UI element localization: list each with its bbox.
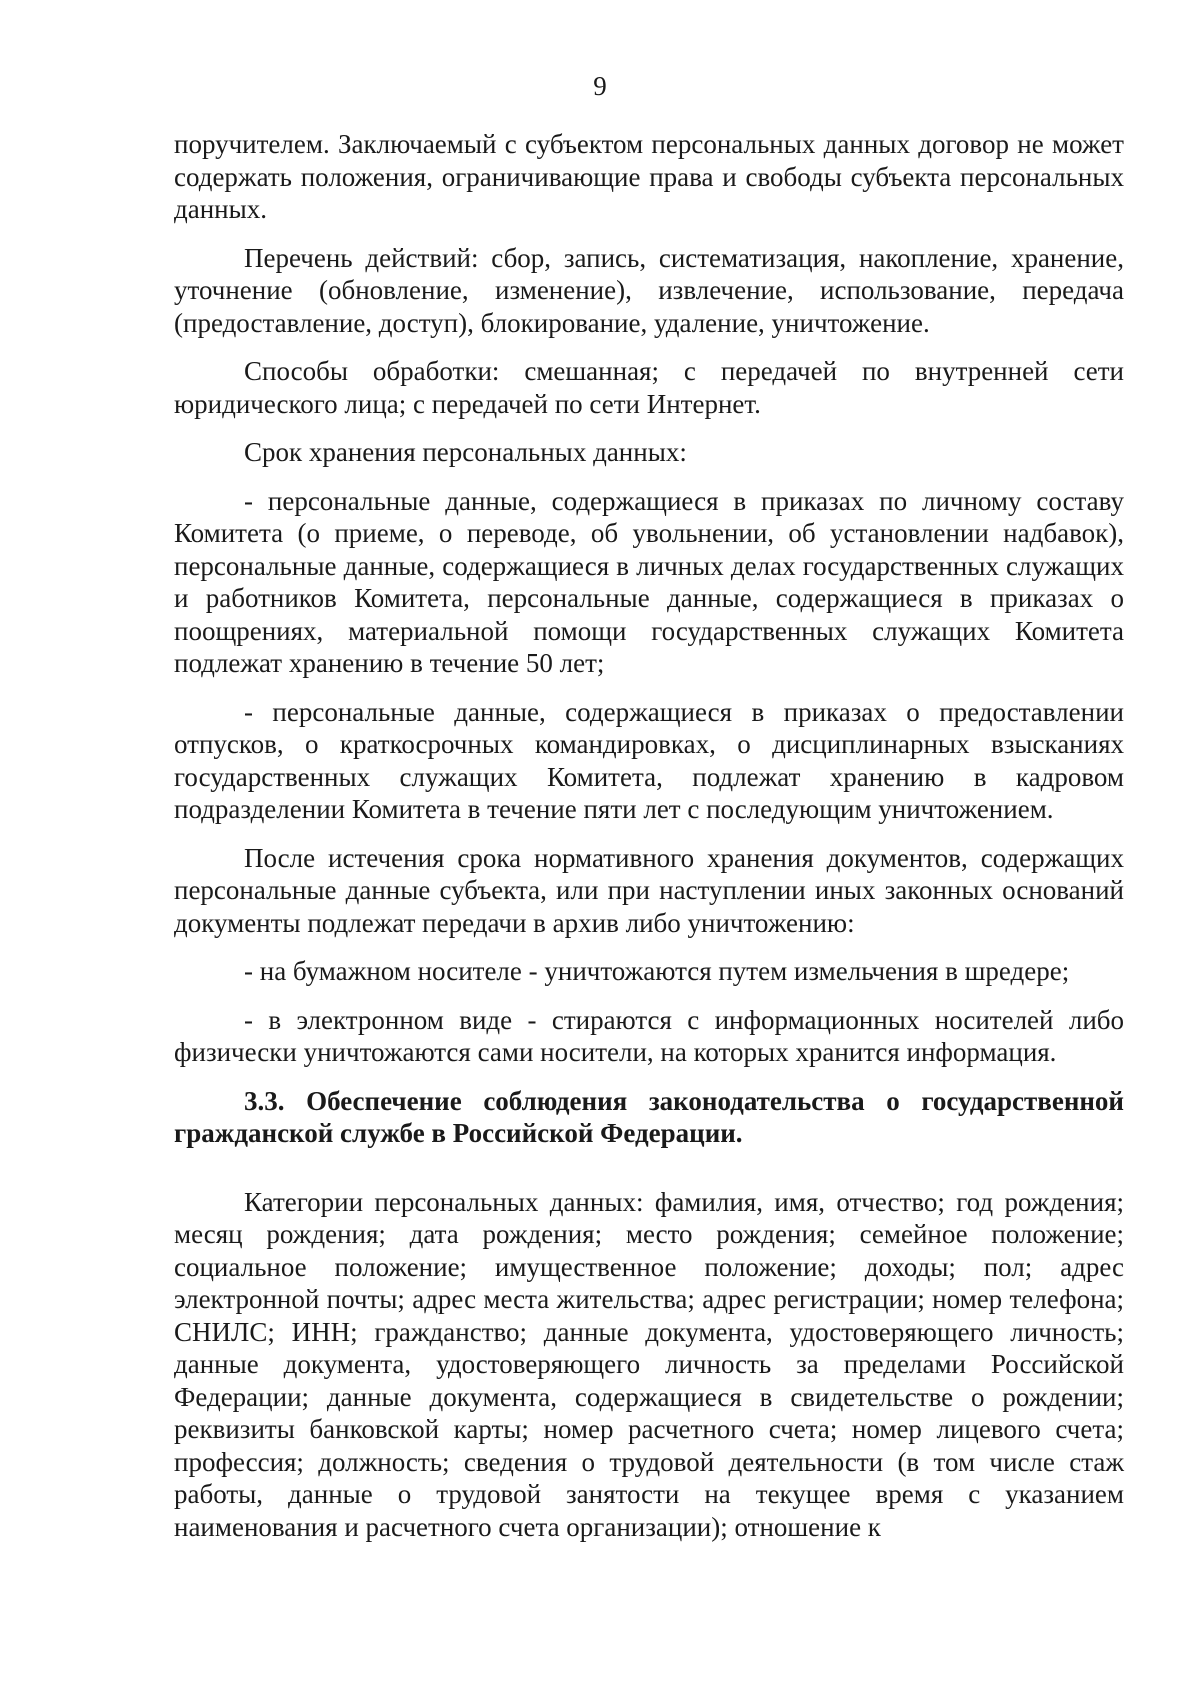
page-number: 9 [593,71,607,101]
list-item-storage-50-years: - персональные данные, содержащиеся в приказах по личному составу Комитета (о приеме, о переводе, об увольнении, об установлении надбавок), персональные данные, содержащиеся в личных делах государственных служащих и работников Комитета, персональные данные, содержащиеся в приказах о поощрениях, материальной помощи государственных служащих Комитета подлежат хранению в течение 50 лет; [174,485,1124,678]
paragraph-storage-period: Срок хранения персональных данных: [244,437,687,467]
list-item-electronic-destruction: - в электронном виде - стираются с информационных носителей либо физически уничтожаются сами носители, на которых хранится информация. [174,1004,1124,1067]
paragraph-after-expiry: После истечения срока нормативного хранения документов, содержащих персональные данные субъекта, или при наступлении иных законных оснований документы подлежат передачи в архив либо уничтожению: [174,842,1124,938]
list-item-paper-destruction: - на бумажном носителе - уничтожаются путем измельчения в шредере; [244,956,1070,986]
document-body [174,128,1124,1559]
section-heading: 3.3. Обеспечение соблюдения законодательства о государственной гражданской службе в Российской Федерации. [174,1085,1124,1148]
paragraph-processing-methods: Способы обработки: смешанная; с передачей по внутренней сети юридического лица; с передачей по сети Интернет. [174,356,1124,419]
paragraph-data-categories: Категории персональных данных: фамилия, имя, отчество; год рождения; месяц рождения; дата рождения; место рождения; семейное положение; социальное положение; имущественное положение; доходы; пол; адрес электронной почты; адрес места жительства; адрес регистрации; номер телефона; СНИЛС; ИНН; гражданство; данные документа, удостоверяющего личность; данные документа, удостоверяющего личность за пределами Российской Федерации; данные документа, содержащиеся в свидетельстве о рождении; реквизиты банковской карты; номер расчетного счета; номер лицевого счета; профессия; должность; сведения о трудовой деятельности (в том числе стаж работы, данные о трудовой занятости на текущее время с указанием наименования и расчетного счета организации); отношение к [174,1186,1124,1542]
list-item-storage-5-years: - персональные данные, содержащиеся в приказах о предоставлении отпусков, о краткосрочных командировках, о дисциплинарных взысканиях государственных служащих Комитета, подлежат хранению в кадровом подразделении Комитета в течение пяти лет с последующим уничтожением. [174,696,1124,824]
paragraph-actions-list: Перечень действий: сбор, запись, систематизация, накопление, хранение, уточнение (обновление, изменение), извлечение, использование, передача (предоставление, доступ), блокирование, удаление, уничтожение. [174,242,1124,338]
paragraph-continuation: поручителем. Заключаемый с субъектом персональных данных договор не может содержать положения, ограничивающие права и свободы субъекта персональных данных. [174,129,1124,224]
